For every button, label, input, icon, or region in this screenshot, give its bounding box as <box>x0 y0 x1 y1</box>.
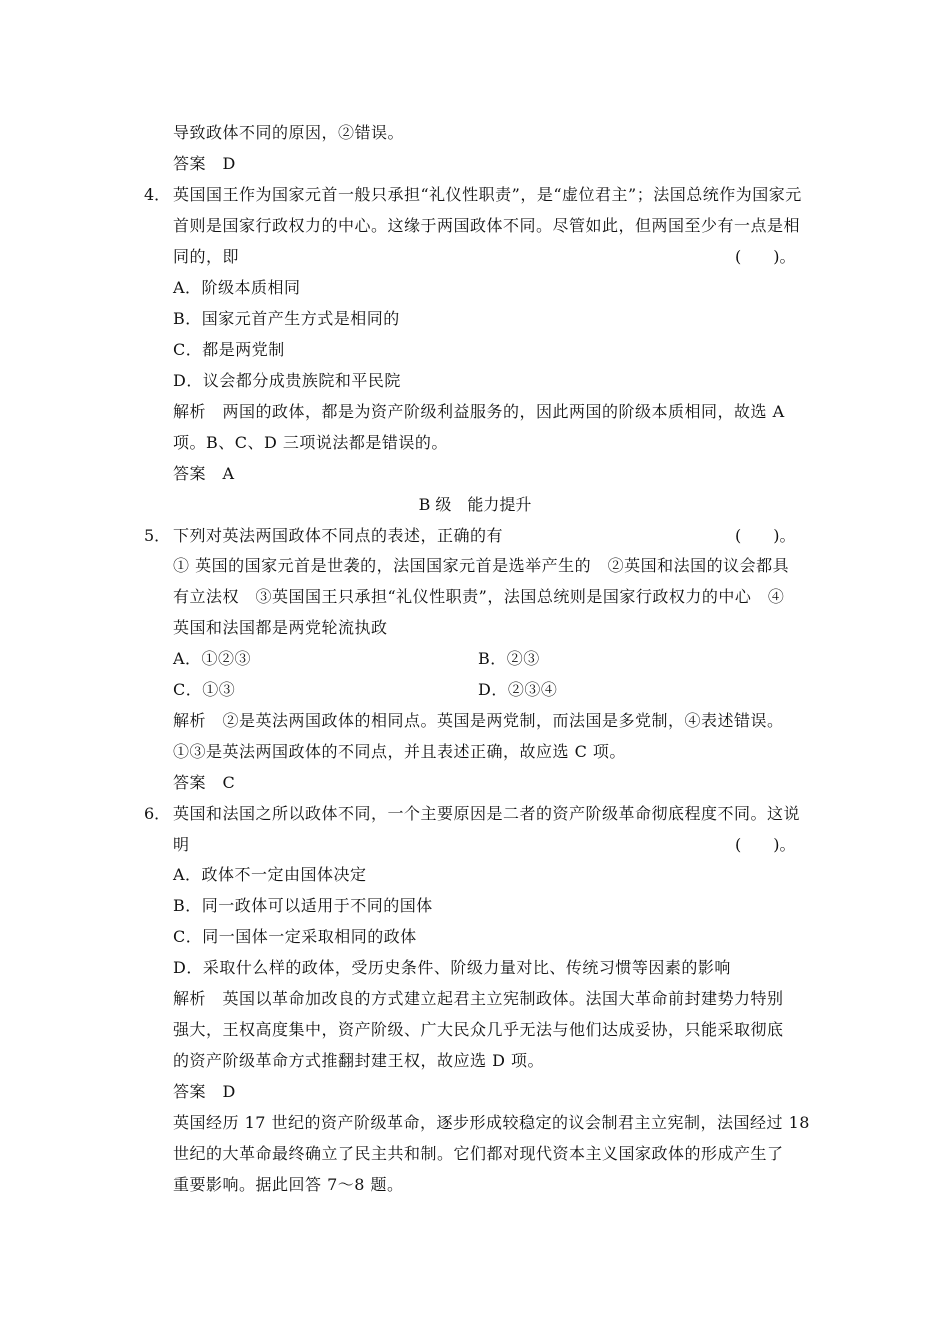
option: A．政体不一定由国体决定 <box>173 865 367 884</box>
option: D．采取什么样的政体，受历史条件、阶级力量对比、传统习惯等因素的影响 <box>173 958 731 977</box>
option: A．阶级本质相同 <box>173 278 301 297</box>
answer-blank: ( )。 <box>735 247 796 266</box>
question-text: 英国国王作为国家元首一般只承担“礼仪性职责”，是“虚位君主”；法国总统作为国家元 <box>173 185 802 204</box>
analysis-text: 的资产阶级革命方式推翻封建王权，故应选 D 项。 <box>173 1051 545 1070</box>
text-line: 导致政体不同的原因，②错误。 <box>173 123 405 142</box>
analysis-text: 项。B、C、D 三项说法都是错误的。 <box>173 433 448 452</box>
answer-line: 答案 A <box>173 464 235 483</box>
answer-blank: ( )。 <box>735 835 796 854</box>
option: B．②③ <box>478 649 540 668</box>
answer-blank: ( )。 <box>735 526 796 545</box>
analysis-text: 强大，王权高度集中，资产阶级、广大民众几乎无法与他们达成妥协，只能采取彻底 <box>173 1020 784 1039</box>
question-text: 首则是国家行政权力的中心。这缘于两国政体不同。尽管如此，但两国至少有一点是相 <box>173 216 801 235</box>
option: C．①③ <box>173 680 236 699</box>
analysis-text: 解析 ②是英法两国政体的相同点。英国是两党制，而法国是多党制，④表述错误。 <box>173 711 784 730</box>
analysis-text: 解析 两国的政体，都是为资产阶级利益服务的，因此两国的阶级本质相同，故选 A <box>173 402 785 421</box>
answer-line: 答案 D <box>173 1082 236 1101</box>
passage-text: 重要影响。据此回答 7～8 题。 <box>173 1175 404 1194</box>
option: C．都是两党制 <box>173 340 285 359</box>
question-text: 有立法权 ③英国国王只承担“礼仪性职责”，法国总统则是国家行政权力的中心 ④ <box>173 587 785 606</box>
question-text: 下列对英法两国政体不同点的表述，正确的有 <box>173 526 504 545</box>
question-text: ① 英国的国家元首是世袭的，法国国家元首是选举产生的 ②英国和法国的议会都具 <box>173 556 790 575</box>
option: C．同一国体一定采取相同的政体 <box>173 927 417 946</box>
answer-line: 答案 D <box>173 154 236 173</box>
question-text: 英国和法国都是两党轮流执政 <box>173 618 388 637</box>
question-text: 同的，即 <box>173 247 240 266</box>
analysis-text: ①③是英法两国政体的不同点，并且表述正确，故应选 C 项。 <box>173 742 626 761</box>
analysis-text: 解析 英国以革命加改良的方式建立起君主立宪制政体。法国大革命前封建势力特别 <box>173 989 784 1008</box>
passage-text: 英国经历 17 世纪的资产阶级革命，逐步形成较稳定的议会制君主立宪制，法国经过 18 <box>173 1113 810 1132</box>
option: B．同一政体可以适用于不同的国体 <box>173 896 433 915</box>
option: B．国家元首产生方式是相同的 <box>173 309 400 328</box>
option: D．②③④ <box>478 680 558 699</box>
question-text: 明 <box>173 835 190 854</box>
option: D．议会都分成贵族院和平民院 <box>173 371 401 390</box>
section-heading: B 级 能力提升 <box>418 495 532 514</box>
answer-line: 答案 C <box>173 773 236 792</box>
question-number: 5． <box>144 526 171 545</box>
question-number: 4． <box>144 185 171 204</box>
option: A．①②③ <box>173 649 252 668</box>
question-text: 英国和法国之所以政体不同，一个主要原因是二者的资产阶级革命彻底程度不同。这说 <box>173 804 801 823</box>
question-number: 6． <box>144 804 171 823</box>
passage-text: 世纪的大革命最终确立了民主共和制。它们都对现代资本主义国家政体的形成产生了 <box>173 1144 784 1163</box>
